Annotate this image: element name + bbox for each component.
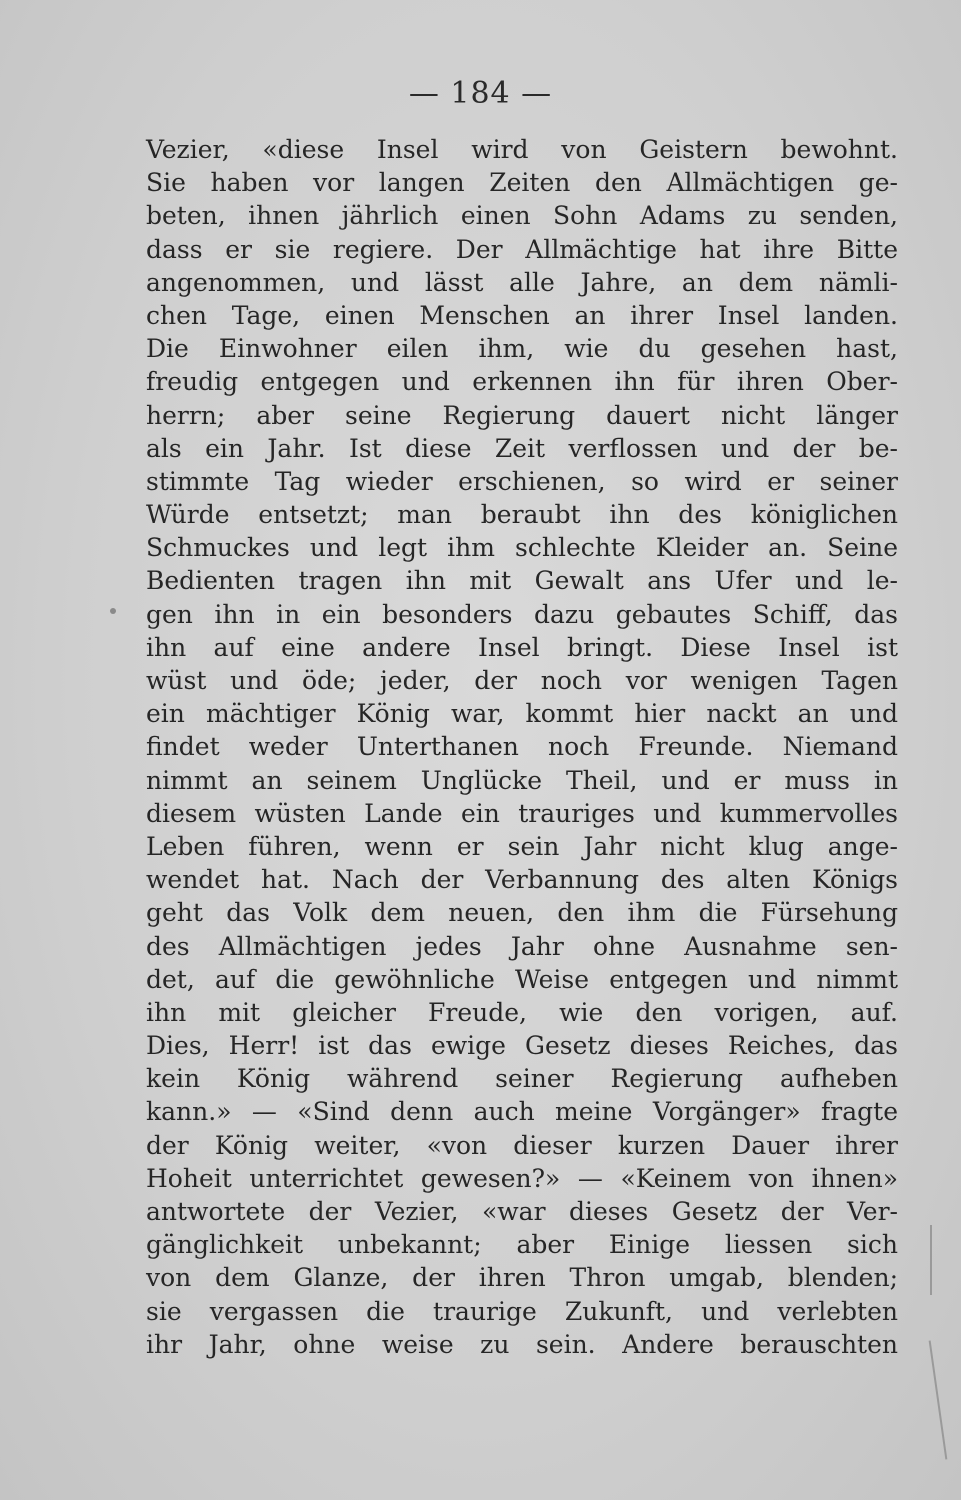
text-line: antwortete der Vezier, «war dieses Gesetz der Ver- — [146, 1197, 898, 1226]
text-line: Würde entsetzt; man beraubt ihn des königlichen — [146, 500, 898, 530]
text-line: Vezier, «diese Insel wird von Geistern bewohnt. — [146, 135, 898, 164]
margin-crease — [930, 1225, 932, 1295]
text-line: kann.» — «Sind denn auch meine Vorgänger» fragte — [146, 1097, 898, 1127]
text-line: dass er sie regiere. Der Allmächtige hat ihre Bitte — [146, 234, 898, 264]
text-line: der König weiter, «von dieser kurzen Dauer ihrer — [146, 1130, 898, 1160]
text-line: herrn; aber seine Regierung dauert nicht länger — [146, 400, 898, 430]
text-line: ihr Jahr, ohne weise zu sein. Andere berauschten — [146, 1329, 898, 1359]
text-line: findet weder Unterthanen noch Freunde. Niemand — [146, 732, 898, 762]
text-line: von dem Glanze, der ihren Thron umgab, blenden; — [146, 1263, 898, 1293]
text-line: chen Tage, einen Menschen an ihrer Insel landen. — [146, 300, 898, 330]
text-line: diesem wüsten Lande ein trauriges und kummervolles — [146, 798, 898, 828]
text-line: beten, ihnen jährlich einen Sohn Adams zu senden, — [146, 201, 898, 231]
margin-crease — [929, 1340, 948, 1459]
text-line: Leben führen, wenn er sein Jahr nicht klug ange- — [146, 831, 898, 861]
text-line: angenommen, und lässt alle Jahre, an dem nämli- — [146, 267, 898, 297]
text-line: stimmte Tag wieder erschienen, so wird er seiner — [146, 466, 898, 496]
text-line: Schmuckes und legt ihm schlechte Kleider an. Seine — [146, 533, 898, 563]
text-line: nimmt an seinem Unglücke Theil, und er muss in — [146, 765, 898, 795]
text-line: det, auf die gewöhnliche Weise entgegen und nimmt — [146, 964, 898, 994]
text-line: kein König während seiner Regierung aufheben — [146, 1064, 898, 1094]
text-line: Die Einwohner eilen ihm, wie du gesehen hast, — [146, 334, 898, 364]
page-number: — 184 — — [408, 76, 553, 111]
text-line: ihn mit gleicher Freude, wie den vorigen, auf. — [146, 997, 898, 1027]
text-line: sie vergassen die traurige Zukunft, und verlebten — [146, 1296, 898, 1326]
text-line: Sie haben vor langen Zeiten den Allmächtigen ge- — [146, 168, 898, 198]
text-line: als ein Jahr. Ist diese Zeit verflossen und der be- — [146, 433, 898, 463]
text-line: freudig entgegen und erkennen ihn für ihren Ober- — [146, 367, 898, 397]
text-line: ein mächtiger König war, kommt hier nackt an und — [146, 699, 898, 729]
text-line: ihn auf eine andere Insel bringt. Diese Insel ist — [146, 632, 898, 662]
text-line: des Allmächtigen jedes Jahr ohne Ausnahme sen- — [146, 931, 898, 961]
text-line: Hoheit unterrichtet gewesen?» — «Keinem von ihnen» — [146, 1163, 898, 1193]
text-line: Dies, Herr! ist das ewige Gesetz dieses Reiches, das — [146, 1031, 898, 1061]
text-line: gänglichkeit unbekannt; aber Einige liessen sich — [146, 1230, 898, 1260]
text-line: gen ihn in ein besonders dazu gebautes Schiff, das — [146, 599, 898, 629]
body-text — [146, 133, 898, 1361]
ink-speck — [110, 608, 116, 614]
text-line: wüst und öde; jeder, der noch vor wenigen Tagen — [146, 666, 898, 695]
text-line: wendet hat. Nach der Verbannung des alten Königs — [146, 865, 898, 895]
text-line: geht das Volk dem neuen, den ihm die Fürsehung — [146, 898, 898, 928]
text-line: Bedienten tragen ihn mit Gewalt ans Ufer und le- — [146, 566, 898, 596]
